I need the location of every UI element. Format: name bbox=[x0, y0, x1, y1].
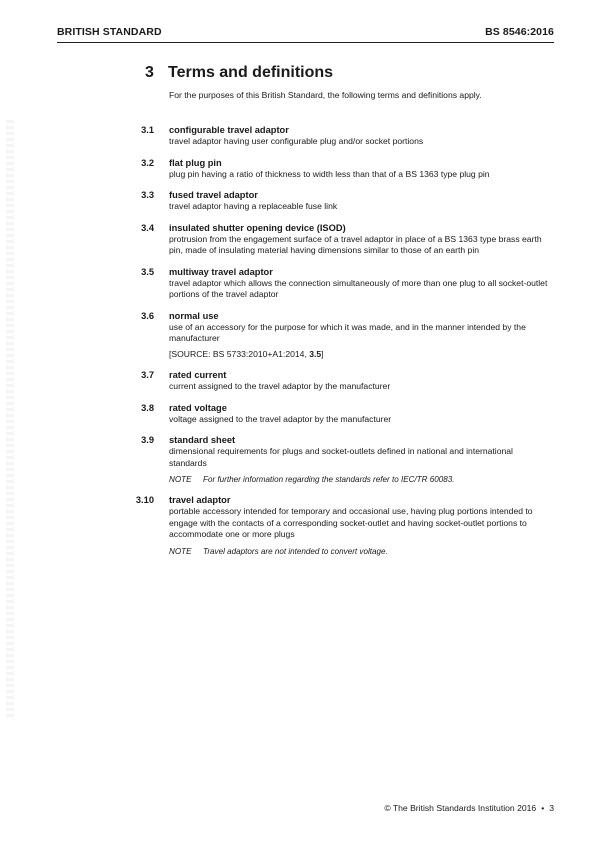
clause-term: insulated shutter opening device (ISOD) bbox=[169, 222, 346, 233]
clause-number: 3.5 bbox=[141, 266, 154, 277]
clause-definition: portable accessory intended for temporary and occasional use, having plug portions intended to engage with the contacts of a corresponding socket-outlet and having socket-outlet portions to accommodate one or more plugs bbox=[169, 506, 533, 539]
clause-3-7 bbox=[0, 369, 600, 393]
clause-3-8 bbox=[0, 402, 600, 426]
clause-term: rated voltage bbox=[169, 402, 227, 413]
clause-3-1 bbox=[0, 124, 600, 148]
clause-3-9 bbox=[0, 434, 600, 485]
note-text: Travel adaptors are not intended to convert voltage. bbox=[203, 546, 388, 556]
clause-number: 3.9 bbox=[141, 435, 154, 445]
clause-number: 3.8 bbox=[141, 402, 154, 413]
clause-definition: travel adaptor which allows the connection simultaneously of more than one plug to all socket-outlet portions of the travel adaptor bbox=[169, 277, 548, 299]
clause-term: fused travel adaptor bbox=[169, 190, 258, 200]
section-title: Terms and definitions bbox=[168, 64, 334, 81]
clause-definition: current assigned to the travel adaptor by the manufacturer bbox=[169, 381, 391, 391]
page-number: 3 bbox=[549, 803, 554, 813]
clause-3-3 bbox=[0, 189, 600, 213]
clause-note bbox=[169, 546, 549, 557]
clause-definition: protrusion from the engagement surface of a travel adaptor in place of a BS 1363 type brass earth pin, made of insulating material having dimensions similar to those of an earth pin bbox=[169, 233, 542, 255]
clause-definition: plug pin having a ratio of thickness to width less than that of a BS 1363 type plug pin bbox=[169, 168, 490, 179]
clause-3-4 bbox=[0, 222, 600, 257]
note-label: NOTE bbox=[169, 475, 192, 484]
clause-number: 3.10 bbox=[135, 495, 154, 505]
clause-definition: travel adaptor having user configurable plug and/or socket portions bbox=[169, 136, 424, 146]
clause-term: rated current bbox=[169, 370, 227, 380]
clause-number: 3.1 bbox=[141, 125, 154, 135]
section-intro: For the purposes of this British Standard, the following terms and definitions apply. bbox=[169, 90, 482, 100]
clause-3-6 bbox=[0, 310, 600, 361]
clause-note bbox=[169, 474, 549, 485]
clause-3-2 bbox=[0, 157, 600, 181]
note-text: For further information regarding the standards refer to IEC/TR 60083. bbox=[203, 475, 455, 484]
clause-number: 3.3 bbox=[141, 190, 154, 200]
section-heading bbox=[145, 64, 333, 82]
source-clause-ref: 3.5 bbox=[309, 348, 322, 359]
clause-definition: travel adaptor having a replaceable fuse link bbox=[169, 201, 338, 211]
clause-list bbox=[0, 124, 600, 566]
page-footer bbox=[384, 803, 554, 813]
copyright-text: © The British Standards Institution 2016 bbox=[384, 803, 537, 813]
clause-term: multiway travel adaptor bbox=[169, 266, 273, 277]
clause-definition: voltage assigned to the travel adaptor by the manufacturer bbox=[169, 413, 392, 424]
clause-number: 3.4 bbox=[141, 222, 154, 233]
clause-term: standard sheet bbox=[169, 435, 236, 445]
clause-term: configurable travel adaptor bbox=[169, 125, 289, 135]
clause-term: flat plug pin bbox=[169, 157, 222, 168]
clause-3-10 bbox=[0, 494, 600, 557]
clause-source bbox=[169, 349, 549, 361]
clause-3-5 bbox=[0, 266, 600, 301]
clause-definition: use of an accessory for the purpose for which it was made, and in the manner intended by the manufacturer bbox=[169, 321, 526, 343]
clause-term: normal use bbox=[169, 310, 219, 321]
note-label: NOTE bbox=[169, 546, 192, 556]
header-standard-number: BS 8546:2016 bbox=[485, 26, 554, 38]
clause-definition: dimensional requirements for plugs and socket-outlets defined in national and international standards bbox=[169, 446, 513, 468]
source-close: ] bbox=[321, 348, 324, 359]
source-text: [SOURCE: BS 5733:2010+A1:2014, bbox=[169, 348, 310, 359]
page-header bbox=[57, 25, 554, 43]
clause-number: 3.2 bbox=[141, 157, 154, 168]
header-standard-label: BRITISH STANDARD bbox=[57, 26, 162, 38]
section-number: 3 bbox=[145, 64, 154, 81]
clause-number: 3.6 bbox=[141, 310, 154, 321]
footer-bullet: • bbox=[541, 803, 545, 813]
clause-number: 3.7 bbox=[141, 370, 154, 380]
clause-term: travel adaptor bbox=[169, 495, 231, 505]
